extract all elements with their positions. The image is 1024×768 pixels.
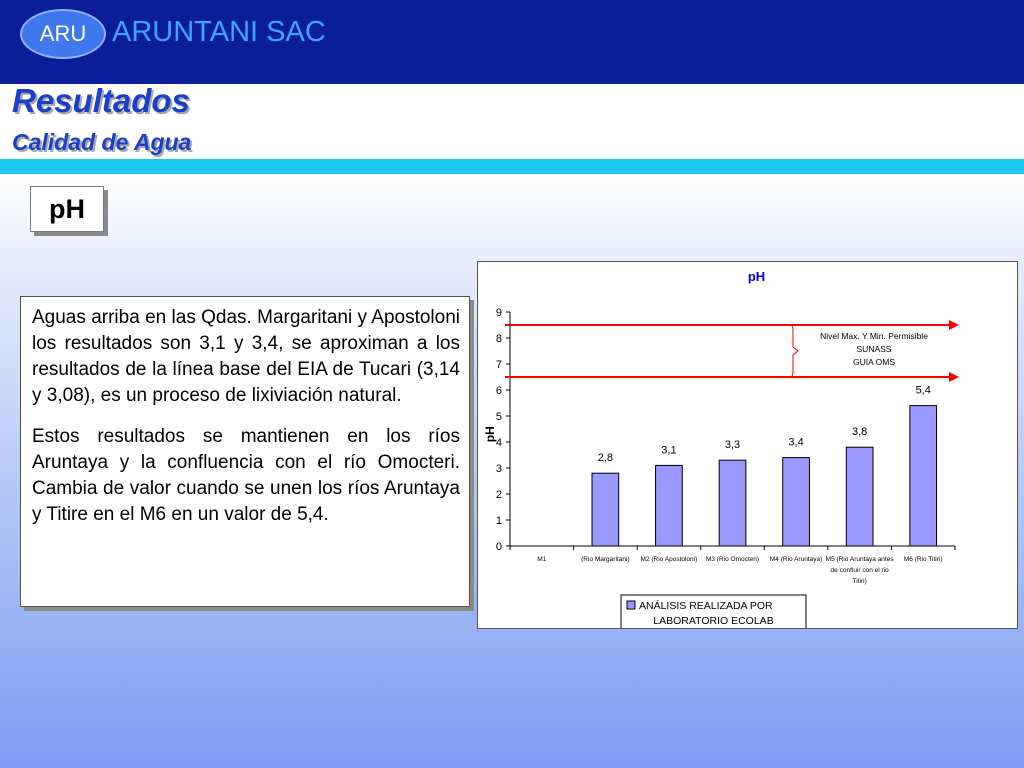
y-tick-label: 4: [495, 437, 502, 449]
y-tick-label: 1: [495, 515, 502, 527]
limit-brace: [790, 325, 798, 377]
paragraph-2: Estos resultados se mantienen en los ríos Aruntaya y la confluencia con el río Omocteri. Cambia de valor cuando se unen los ríos Aruntaya y Titire en el M6 en un valor de 5,4.: [32, 426, 460, 525]
limit-line-arrow: [949, 320, 959, 330]
bar: [656, 465, 683, 546]
page-title: Resultados: [12, 82, 190, 119]
company-name: ARUNTANI SAC: [112, 16, 326, 48]
limits-annotation: Nivel Max. Y Min. Permisible: [820, 331, 928, 341]
x-tick-label: M1: [537, 556, 547, 563]
limits-annotation: GUIA OMS: [852, 357, 896, 367]
bar: [592, 473, 619, 546]
page-subtitle: Calidad de Agua: [12, 129, 192, 155]
y-tick-label: 9: [495, 307, 502, 319]
bar: [910, 406, 937, 546]
x-tick-label: M3 (Rio Omocteri): [705, 556, 760, 563]
y-tick-label: 3: [495, 463, 502, 475]
x-tick-label: Titiri): [852, 578, 867, 585]
bar-data-label: 3,3: [724, 439, 741, 452]
x-tick-label: M6 (Rio Titiri): [903, 556, 943, 563]
y-tick-label: 5: [495, 411, 502, 423]
limit-line-arrow: [949, 372, 959, 382]
bar: [719, 460, 746, 546]
y-tick-label: 8: [495, 333, 502, 345]
x-tick-label: M4 (Rio Aruntaya): [769, 556, 823, 563]
header-bar: [0, 0, 1024, 84]
bar-data-label: 3,8: [851, 426, 868, 439]
y-tick-label: 2: [495, 489, 502, 501]
bar-data-label: 3,4: [788, 436, 804, 449]
limits-annotation: SUNASS: [856, 344, 892, 354]
y-tick-label: 6: [495, 385, 502, 397]
legend-label: ANÁLISIS REALIZADA POR: [639, 600, 773, 612]
section-label: pH: [49, 193, 85, 224]
chart-container: [477, 261, 1018, 629]
x-tick-label: M2 (Rio Apostoloni): [640, 556, 698, 563]
legend-swatch: [627, 601, 635, 609]
bar-data-label: 2,8: [597, 452, 614, 465]
y-axis-label: pH: [483, 426, 497, 443]
x-tick-label: de confluir con el rio: [830, 567, 889, 574]
accent-divider: [0, 159, 1024, 174]
x-tick-label: (Rio Margaritani): [581, 556, 630, 563]
y-tick-label: 0: [495, 541, 502, 553]
bar-data-label: 5,4: [915, 384, 931, 397]
chart-title: pH: [747, 269, 766, 284]
bar: [846, 447, 873, 546]
bar-data-label: 3,1: [661, 444, 677, 457]
section-label-box: [30, 186, 104, 232]
description-textbox: [20, 296, 470, 607]
ph-bar-chart: [478, 262, 1017, 628]
legend-label: LABORATORIO ECOLAB: [653, 615, 774, 627]
x-tick-label: M5 (Rio Aruntaya antes: [825, 556, 894, 563]
bar: [783, 458, 810, 546]
logo-text: ARU: [39, 21, 87, 46]
y-tick-label: 7: [495, 359, 502, 371]
paragraph-1: Aguas arriba en las Qdas. Margaritani y Apostoloni los resultados son 3,1 y 3,4, se aproximan a los resultados de la línea base del EIA de Tucari (3,14 y 3,08), es un proceso de lixiviación natural.: [32, 307, 460, 406]
company-logo: [20, 9, 106, 59]
